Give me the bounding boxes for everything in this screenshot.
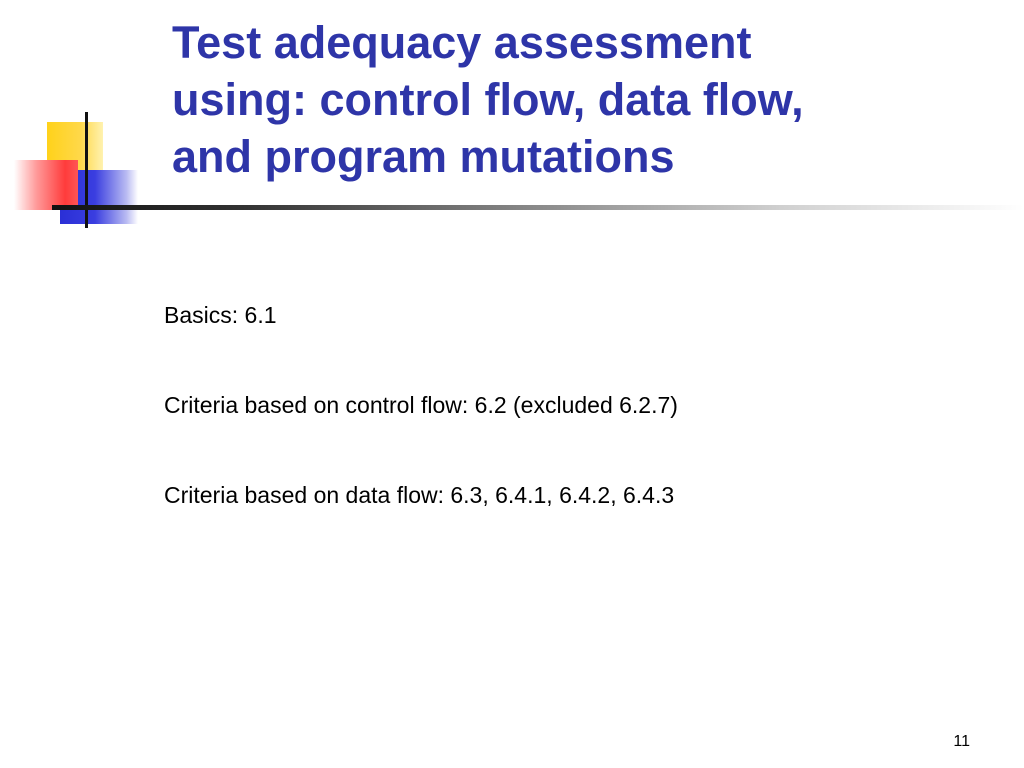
slide-title-line-1: Test adequacy assessment: [172, 17, 752, 68]
title-underline-rule: [52, 205, 1024, 210]
bullet-item-basics: Basics: 6.1: [164, 302, 277, 328]
slide-title-line-3: and program mutations: [172, 131, 675, 182]
decorative-vertical-line: [85, 112, 88, 228]
bullet-item-control-flow: Criteria based on control flow: 6.2 (excluded 6.2.7): [164, 392, 678, 418]
decorative-red-square: [14, 160, 78, 210]
bullet-list: [164, 298, 984, 568]
slide-title: [172, 14, 992, 185]
bullet-item-data-flow: Criteria based on data flow: 6.3, 6.4.1, 6.4.2, 6.4.3: [164, 482, 675, 508]
slide-title-line-2: using: control flow, data flow,: [172, 74, 804, 125]
page-number: 11: [953, 733, 970, 750]
